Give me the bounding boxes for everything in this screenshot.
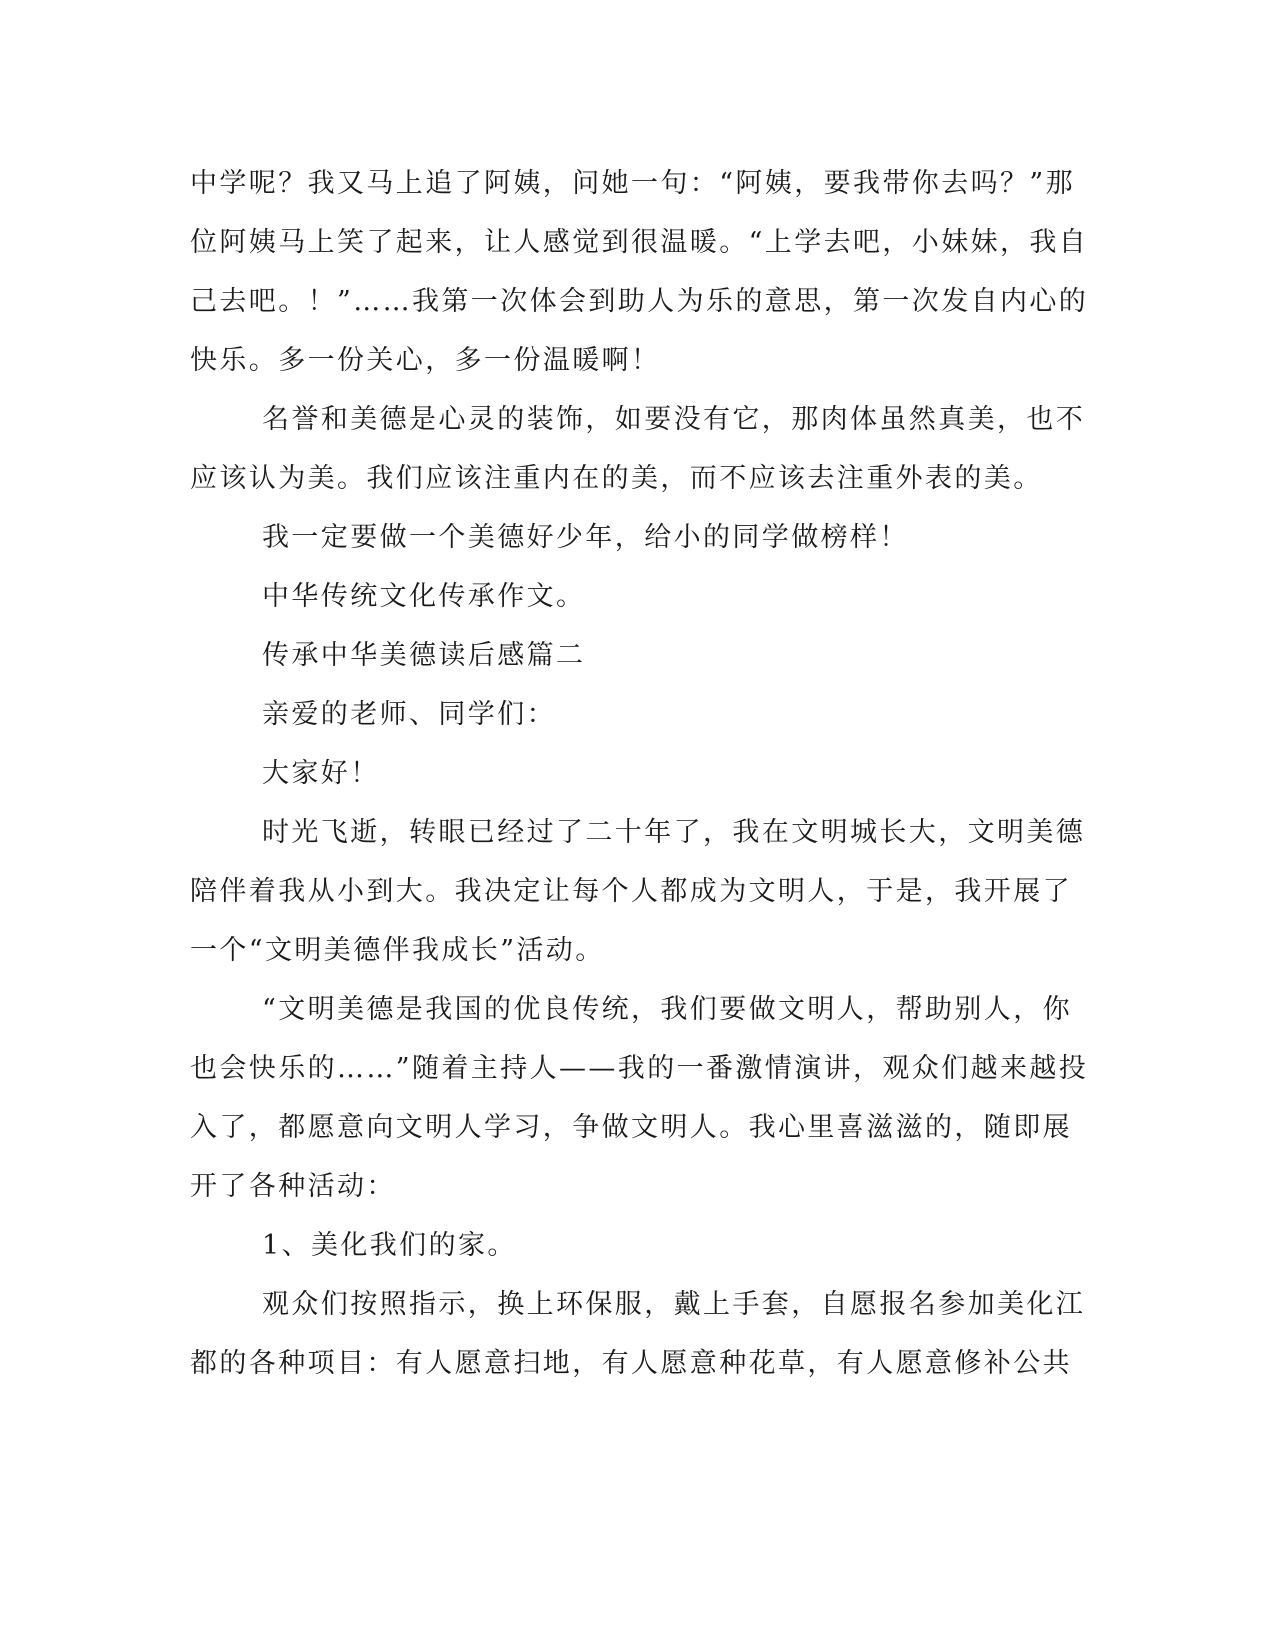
text-line: 快乐。多一份关心，多一份温暖啊！ bbox=[190, 345, 661, 376]
text-line: 也会快乐的……”随着主持人——我的一番激情演讲，观众们越来越投 bbox=[190, 1053, 1089, 1084]
text-line: 中华传统文化传承作文。 bbox=[262, 581, 586, 612]
text-line: 应该认为美。我们应该注重内在的美，而不应该去注重外表的美。 bbox=[190, 463, 1043, 494]
text-line: 名誉和美德是心灵的装饰，如要没有它，那肉体虽然真美，也不 bbox=[262, 404, 1086, 435]
list-item: 1、美化我们的家。 bbox=[262, 1230, 517, 1261]
text-line: 时光飞逝，转眼已经过了二十年了，我在文明城长大，文明美德 bbox=[262, 817, 1086, 848]
text-line: 位阿姨马上笑了起来，让人感觉到很温暖。“上学去吧，小妹妹，我自 bbox=[190, 227, 1089, 258]
text-line: 中学呢？我又马上追了阿姨，问她一句：“阿姨，要我带你去吗？”那 bbox=[190, 168, 1076, 199]
text-line: 一个“文明美德伴我成长”活动。 bbox=[190, 935, 605, 966]
text-line: 开了各种活动： bbox=[190, 1171, 396, 1202]
greeting: 大家好！ bbox=[262, 758, 380, 789]
text-line: 己去吧。！”……我第一次体会到助人为乐的意思，第一次发自内心的 bbox=[190, 286, 1089, 317]
text-line: 我一定要做一个美德好少年，给小的同学做榜样！ bbox=[262, 522, 909, 553]
text-line: 入了，都愿意向文明人学习，争做文明人。我心里喜滋滋的，随即展 bbox=[190, 1112, 1072, 1143]
text-line: 观众们按照指示，换上环保服，戴上手套，自愿报名参加美化江 bbox=[262, 1289, 1086, 1320]
text-line: “文明美德是我国的优良传统，我们要做文明人，帮助别人，你 bbox=[262, 994, 1073, 1025]
text-line: 都的各种项目：有人愿意扫地，有人愿意种花草，有人愿意修补公共 bbox=[190, 1348, 1072, 1379]
text-line: 陪伴着我从小到大。我决定让每个人都成为文明人，于是，我开展了 bbox=[190, 876, 1072, 907]
salutation: 亲爱的老师、同学们： bbox=[262, 699, 556, 730]
section-heading: 传承中华美德读后感篇二 bbox=[262, 640, 586, 671]
